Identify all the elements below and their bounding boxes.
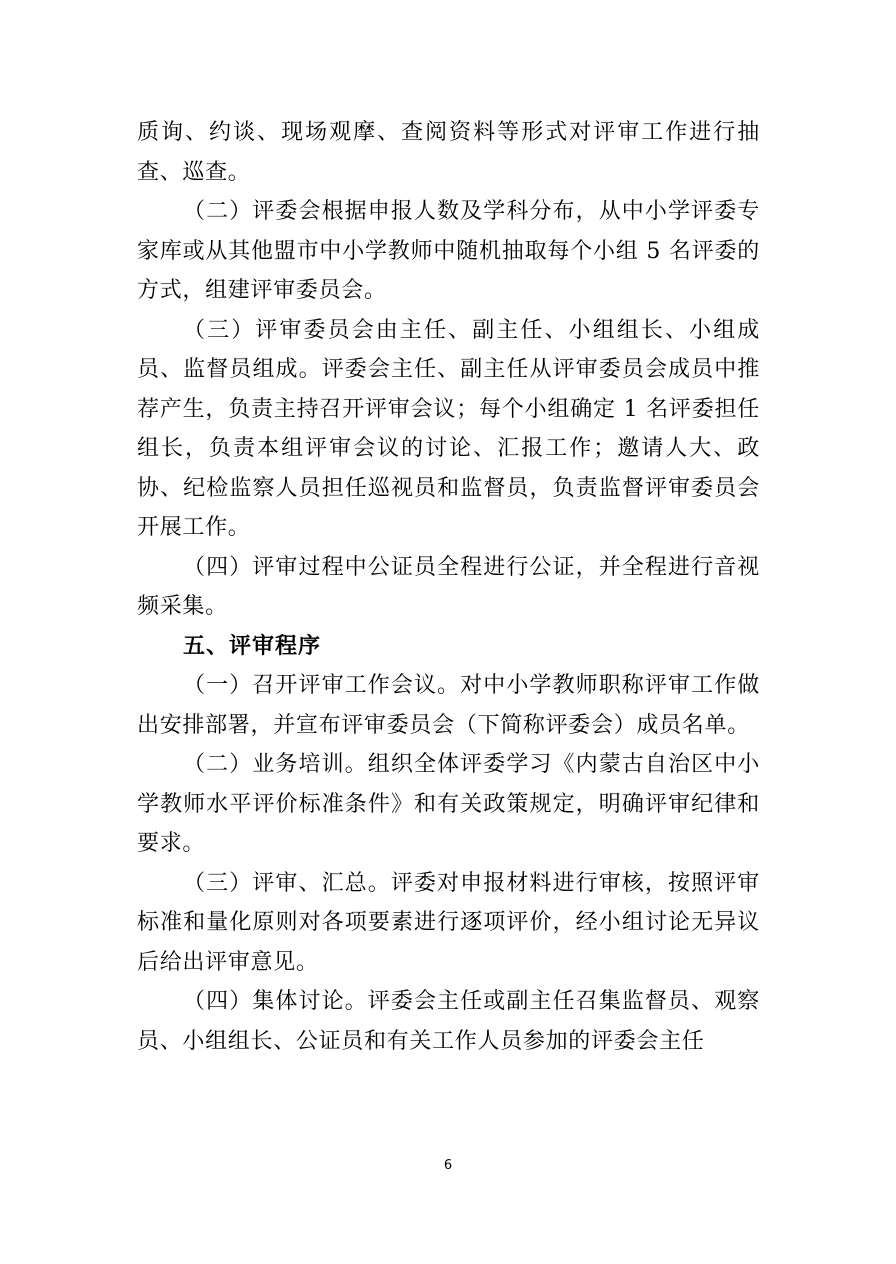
document-body xyxy=(137,113,760,1061)
procedure-step-1: （一）召开评审工作会议。对中小学教师职称评审工作做出安排部署，并宣布评审委员会（下简称评委会）成员名单。 xyxy=(137,673,760,738)
procedure-step-2: （二）业务培训。组织全体评委学习《内蒙古自治区中小学教师水平评价标准条件》和有关政策规定，明确评审纪律和要求。 xyxy=(137,752,760,856)
page-number: 6 xyxy=(443,1158,453,1173)
procedure-step-4: （四）集体讨论。评委会主任或副主任召集监督员、观察员、小组组长、公证员和有关工作人员参加的评委会主任 xyxy=(137,989,760,1054)
paragraph-committee-composition: （三）评审委员会由主任、副主任、小组组长、小组成员、监督员组成。评委会主任、副主任从评审委员会成员中推荐产生，负责主持召开评审会议；每个小组确定 1 名评委担任组长，负责本组评审会议的讨论、汇报工作；邀请人大、政协、纪检监察人员担任巡视员和监督员，负责监督评审委员会开展工作。 xyxy=(137,317,760,540)
paragraph-notary: （四）评审过程中公证员全程进行公证，并全程进行音视频采集。 xyxy=(137,554,760,619)
procedure-step-3: （三）评审、汇总。评委对申报材料进行审核，按照评审标准和量化原则对各项要素进行逐项评价，经小组讨论无异议后给出评审意见。 xyxy=(137,870,760,975)
paragraph-continuation: 质询、约谈、现场观摩、查阅资料等形式对评审工作进行抽查、巡查。 xyxy=(137,120,760,185)
section-heading: 五、评审程序 xyxy=(183,633,322,659)
paragraph-committee-formation: （二）评委会根据申报人数及学科分布，从中小学评委专家库或从其他盟市中小学教师中随机抽取每个小组 5 名评委的方式，组建评审委员会。 xyxy=(137,199,760,303)
